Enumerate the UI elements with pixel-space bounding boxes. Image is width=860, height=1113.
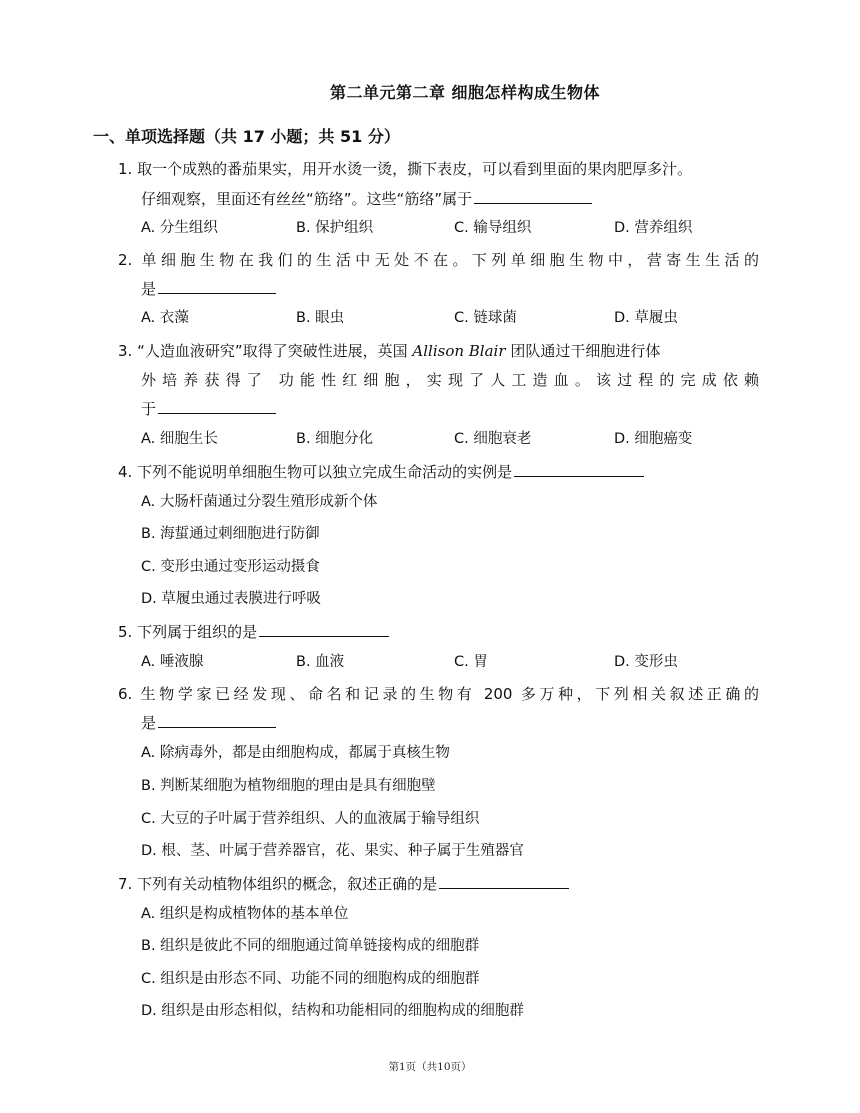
question-6-text: 是 <box>141 714 157 732</box>
question-7-option-b: B. 组织是彼此不同的细胞通过简单链接构成的细胞群 <box>141 938 480 954</box>
question-5-option-a: A. 唾液腺 <box>141 654 204 670</box>
question-1-line-2 <box>141 188 592 209</box>
question-5-option-c: C. 胃 <box>454 654 488 670</box>
answer-blank <box>439 874 569 889</box>
question-3-option-c: C. 细胞衰老 <box>454 431 532 447</box>
question-3-text-c: 于 <box>141 400 157 418</box>
answer-blank <box>474 189 592 204</box>
question-7-text: 7. 下列有关动植物体组织的概念，叙述正确的是 <box>118 875 438 893</box>
question-2-option-d: D. 草履虫 <box>614 310 678 326</box>
document-title: 第二单元第二章 细胞怎样构成生物体 <box>329 83 601 102</box>
question-7-option-c: C. 组织是由形态不同、功能不同的细胞构成的细胞群 <box>141 971 480 987</box>
question-4-option-d: D. 草履虫通过表膜进行呼吸 <box>141 591 321 607</box>
question-3-option-b: B. 细胞分化 <box>296 431 374 447</box>
question-4-text: 4. 下列不能说明单细胞生物可以独立完成生命活动的实例是 <box>118 463 513 481</box>
question-1-option-d: D. 营养组织 <box>614 220 693 236</box>
question-5-text: 5. 下列属于组织的是 <box>118 623 258 641</box>
question-3-text-b: 团队通过干细胞进行体 <box>510 342 661 360</box>
question-7-option-d: D. 组织是由形态相似，结构和功能相同的细胞构成的细胞群 <box>141 1003 524 1019</box>
question-3-option-d: D. 细胞癌变 <box>614 431 693 447</box>
question-4-line-1 <box>118 461 644 482</box>
question-1-option-c: C. 输导组织 <box>454 220 532 236</box>
question-2-option-c: C. 链球菌 <box>454 310 517 326</box>
question-3-option-a: A. 细胞生长 <box>141 431 218 447</box>
answer-blank <box>158 713 276 728</box>
question-1-option-b: B. 保护组织 <box>296 220 374 236</box>
answer-blank <box>158 399 276 414</box>
question-2-option-b: B. 眼虫 <box>296 310 345 326</box>
researcher-name: Allison Blair <box>412 342 506 360</box>
question-7-option-a: A. 组织是构成植物体的基本单位 <box>141 906 349 922</box>
question-3-line-1 <box>118 340 660 361</box>
page-number-footer: 第1页（共10页） <box>388 1061 472 1073</box>
question-5-option-b: B. 血液 <box>296 654 345 670</box>
question-1-option-a: A. 分生组织 <box>141 220 218 236</box>
question-2-option-a: A. 衣藻 <box>141 310 189 326</box>
question-1-line-1: 1. 取一个成熟的番茄果实，用开水烫一烫，撕下表皮，可以看到里面的果肉肥厚多汁。 <box>118 160 693 178</box>
answer-blank <box>259 622 389 637</box>
question-4-option-b: B. 海蜇通过刺细胞进行防御 <box>141 526 320 542</box>
question-5-option-d: D. 变形虫 <box>614 654 678 670</box>
section-heading: 一、单项选择题（共 17 小题；共 51 分） <box>93 127 400 146</box>
question-6-option-a: A. 除病毒外，都是由细胞构成，都属于真核生物 <box>141 745 450 761</box>
question-6-line-1: 6. 生物学家已经发现、命名和记录的生物有 200 多万种，下列相关叙述正确的 <box>118 685 759 703</box>
question-7-line-1 <box>118 873 569 894</box>
answer-blank <box>514 462 644 477</box>
question-4-option-a: A. 大肠杆菌通过分裂生殖形成新个体 <box>141 494 378 510</box>
question-2-text: 是 <box>141 280 157 298</box>
question-6-option-d: D. 根、茎、叶属于营养器官，花、果实、种子属于生殖器官 <box>141 843 524 859</box>
question-2-line-1: 2. 单细胞生物在我们的生活中无处不在。下列单细胞生物中，营寄生生活的 <box>118 251 759 269</box>
question-5-line-1 <box>118 621 389 642</box>
question-3-text-a: 3. “人造血液研究”取得了突破性进展，英国 <box>118 342 408 360</box>
answer-blank <box>158 279 276 294</box>
question-1-text: 仔细观察，里面还有丝丝“筋络”。这些“筋络”属于 <box>141 190 473 208</box>
question-6-option-c: C. 大豆的子叶属于营养组织、人的血液属于输导组织 <box>141 811 480 827</box>
question-3-line-3 <box>141 398 276 419</box>
question-6-line-2 <box>141 712 276 733</box>
question-4-option-c: C. 变形虫通过变形运动摄食 <box>141 559 320 575</box>
question-3-line-2: 外培养获得了 功能性红细胞，实现了人工造血。该过程的完成依赖 <box>141 371 759 389</box>
question-2-line-2 <box>141 278 276 299</box>
question-6-option-b: B. 判断某细胞为植物细胞的理由是具有细胞壁 <box>141 778 436 794</box>
